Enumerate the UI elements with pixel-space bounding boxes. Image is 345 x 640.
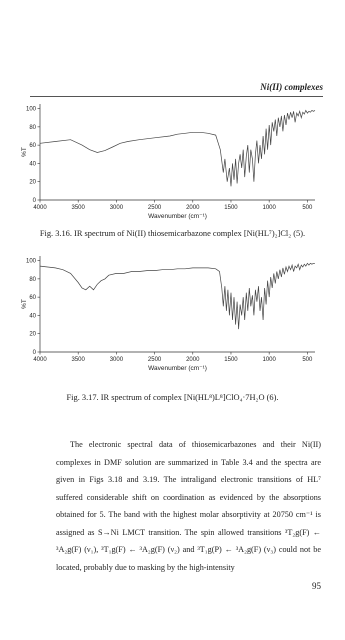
- x-tick-label: 4000: [33, 357, 47, 363]
- y-axis-label: %T: [21, 147, 28, 157]
- y-tick-label: 40: [29, 313, 36, 320]
- running-title: Ni(II) complexes: [260, 82, 323, 92]
- x-tick-label: 2000: [186, 357, 200, 363]
- y-tick-label: 40: [29, 161, 36, 168]
- x-tick-label: 3000: [109, 357, 124, 363]
- x-tick-label: 500: [302, 357, 313, 363]
- x-tick-label: 1500: [224, 357, 238, 363]
- page-number: 95: [312, 581, 321, 591]
- chart-svg: [20, 100, 325, 230]
- y-tick-label: 20: [29, 331, 36, 338]
- x-tick-label: 1000: [262, 357, 276, 363]
- y-tick-label: 60: [29, 143, 36, 150]
- figure-caption-3-16: Fig. 3.16. IR spectrum of Ni(II) thiosemicarbazone complex [Ni(HL⁷)₂]Cl₂ (5).: [39, 229, 306, 238]
- ir-spectrum-chart-5: [20, 100, 325, 230]
- y-tick-label: 20: [29, 179, 36, 186]
- x-tick-label: 3000: [109, 205, 124, 211]
- y-tick-label: 60: [29, 295, 36, 302]
- x-tick-label: 1500: [224, 205, 238, 211]
- y-tick-label: 0: [32, 198, 36, 204]
- spectrum-line: [40, 110, 315, 186]
- x-axis-label: Wavenumber (cm⁻¹): [148, 213, 207, 220]
- x-tick-label: 4000: [33, 205, 47, 211]
- x-tick-label: 3500: [71, 357, 85, 363]
- x-tick-label: 3500: [71, 205, 85, 211]
- figure-caption-3-17: Fig. 3.17. IR spectrum of complex [Ni(HL⁸)L⁸]ClO₄·7H₂O (6).: [66, 393, 279, 402]
- y-tick-label: 100: [25, 106, 36, 113]
- x-tick-label: 2000: [186, 205, 200, 211]
- ir-spectrum-chart-6: [20, 252, 325, 382]
- running-header: [30, 82, 323, 97]
- y-tick-label: 100: [25, 258, 36, 265]
- spectrum-line: [40, 263, 315, 329]
- x-tick-label: 1000: [262, 205, 276, 211]
- x-tick-label: 2500: [147, 357, 162, 363]
- y-tick-label: 80: [29, 276, 36, 283]
- chart-svg: [20, 252, 325, 382]
- y-axis-label: %T: [21, 299, 28, 309]
- y-tick-label: 80: [29, 124, 36, 131]
- x-tick-label: 2500: [147, 205, 162, 211]
- x-axis-label: Wavenumber (cm⁻¹): [148, 365, 207, 372]
- paragraph: The electronic spectral data of thiosemicarbazones and their Ni(II) complexes in DMF solution are summarized in Table 3.4 and the spectra are given in Figs 3.18 and 3.19. The intraligand electronic transitions of HL⁷ suffered considerable shift on coordination as evidenced by the absorptions obtained for 5. The band with the highest molar absorptivity at 20750 cm⁻¹ is assigned as S→Ni LMCT transition. The spin allowed transitions ³T₂g(F) ← ³A₂g(F) (ν₁), ³T₁g(F) ← ³A₂g(F) (ν₂) and ³T₁g(P) ← ³A₂g(F) (ν₃) could not be located, probably due to masking by the high-intensity: [56, 440, 321, 572]
- x-tick-label: 500: [302, 205, 313, 211]
- y-tick-label: 0: [32, 350, 36, 356]
- body-text: [56, 436, 321, 576]
